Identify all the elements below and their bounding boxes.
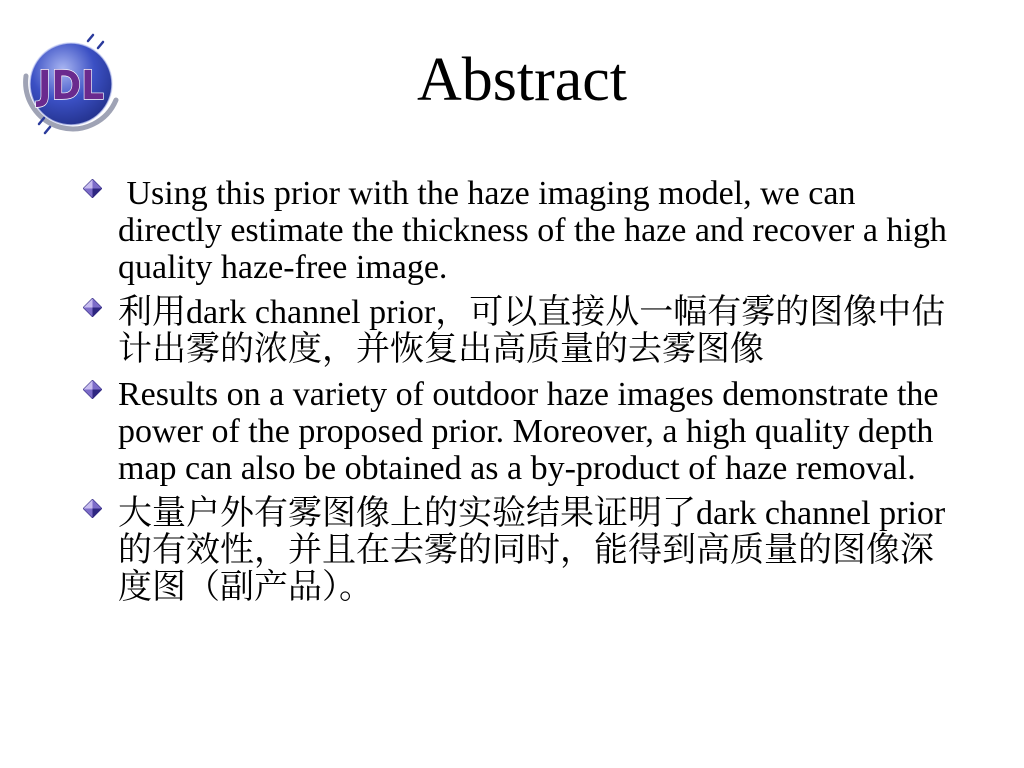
bullet-item	[118, 495, 1008, 606]
slide-title: Abstract	[416, 46, 628, 114]
bullet-line: 的有效性，并且在去雾的同时，能得到高质量的图像深	[118, 532, 934, 569]
bullet-line: directly estimate the thickness of the haze and recover a high	[118, 212, 947, 249]
diamond-bullet-icon	[83, 380, 102, 399]
bullet-line: Using this prior with the haze imaging model, we can	[118, 175, 856, 212]
bullet-item	[118, 175, 1008, 286]
bullet-item	[118, 376, 1008, 487]
bullet-line: quality haze-free image.	[118, 249, 448, 286]
bullet-line: 度图（副产品）。	[118, 569, 373, 606]
logo-letters: JDL	[35, 63, 104, 109]
diamond-bullet-icon	[83, 179, 102, 198]
bullet-line: 利用dark channel prior，可以直接从一幅有雾的图像中估	[118, 294, 946, 331]
bullet-line: power of the proposed prior. Moreover, a high quality depth	[118, 413, 934, 450]
bullet-line: 计出雾的浓度，并恢复出高质量的去雾图像	[118, 331, 764, 368]
diamond-bullet-icon	[83, 499, 102, 518]
bullet-line: 大量户外有雾图像上的实验结果证明了dark channel prior	[118, 495, 946, 532]
bullet-line: Results on a variety of outdoor haze images demonstrate the	[118, 376, 939, 413]
bullet-line: map can also be obtained as a by-product of haze removal.	[118, 450, 916, 487]
diamond-bullet-icon	[83, 298, 102, 317]
bullet-item	[118, 294, 1008, 368]
bullet-list	[118, 175, 1008, 614]
